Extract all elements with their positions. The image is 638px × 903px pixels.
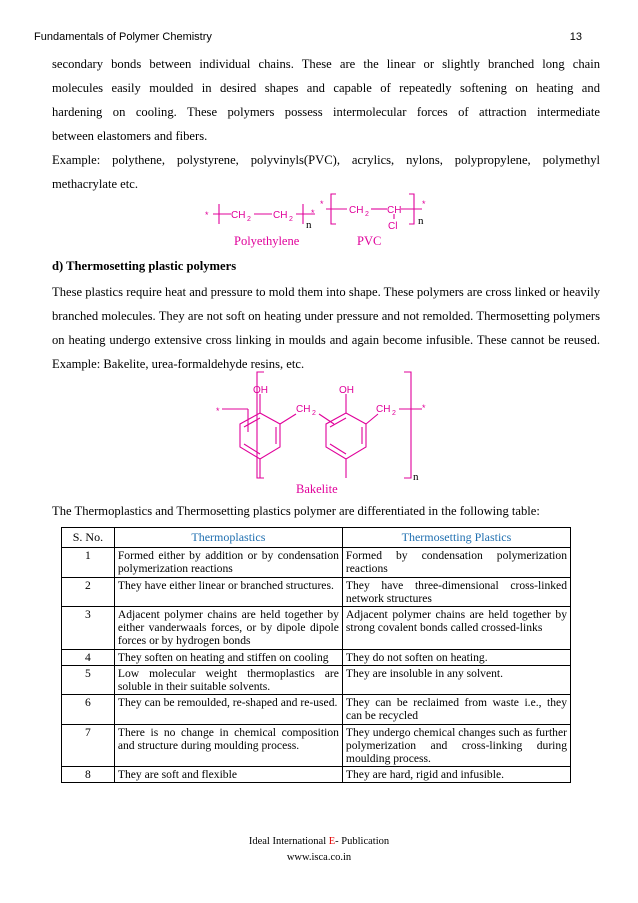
star-end: * <box>216 406 220 416</box>
bakelite-structure <box>200 370 440 482</box>
ch2-label: CH <box>376 404 391 415</box>
cell-thermoplastic: Low molecular weight thermoplastics are soluble in their suitable solvents. <box>114 665 342 694</box>
cell-thermoplastic: They have either linear or branched structures. <box>114 577 342 606</box>
subscript: 2 <box>312 410 316 417</box>
table-row <box>62 724 571 767</box>
cell-thermosetting: They have three-dimensional cross-linked network structures <box>342 577 570 606</box>
ch-label: CH <box>387 205 402 216</box>
cell-thermosetting: They can be reclaimed from waste i.e., they can be recycled <box>342 695 570 724</box>
cell-sno: 1 <box>62 548 115 577</box>
cell-thermoplastic: They are soft and flexible <box>114 767 342 783</box>
table-row <box>62 665 571 694</box>
footer-website: www.isca.co.in <box>286 852 352 863</box>
subscript: 2 <box>247 216 251 223</box>
footer-text: Ideal International <box>248 836 329 847</box>
header-thermoplastics: Thermoplastics <box>114 528 342 548</box>
table-row <box>62 695 571 724</box>
paragraph-line: methacrylate etc. <box>52 177 139 191</box>
table-row <box>62 548 571 577</box>
paragraph-line: secondary bonds between individual chains. These are the linear or slightly branched long chain <box>52 57 600 71</box>
cell-thermosetting: They are hard, rigid and infusible. <box>342 767 570 783</box>
ch2-label: CH <box>231 210 246 221</box>
cell-thermosetting: Adjacent polymer chains are held together by strong covalent bonds called crossed-links <box>342 607 570 650</box>
oh-label: OH <box>339 385 354 396</box>
cell-thermosetting: They are insoluble in any solvent. <box>342 665 570 694</box>
paragraph-line: between elastomers and fibers. <box>52 129 208 143</box>
header-sno: S. No. <box>62 528 115 548</box>
star-end: * <box>422 403 426 413</box>
paragraph-line: Example: polythene, polystyrene, polyvinyls(PVC), acrylics, nylons, polypropylene, polymethyl <box>52 153 600 167</box>
cell-thermoplastic: There is no change in chemical composition and structure during moulding process. <box>114 724 342 767</box>
header-thermosetting: Thermosetting Plastics <box>342 528 570 548</box>
cell-sno: 2 <box>62 577 115 606</box>
cell-thermoplastic: They can be remoulded, re-shaped and re-used. <box>114 695 342 724</box>
cell-thermosetting: Formed by condensation polymerization reactions <box>342 548 570 577</box>
table-row <box>62 649 571 665</box>
repeat-n: n <box>413 471 419 482</box>
polyethylene-pvc-structures <box>195 192 445 252</box>
oh-label: OH <box>253 385 268 396</box>
table-header-row <box>62 528 571 548</box>
repeat-n: n <box>306 219 312 231</box>
star-end: * <box>205 210 209 220</box>
subscript: 2 <box>365 211 369 218</box>
footer-e: E <box>328 836 336 847</box>
caption-pvc: PVC <box>357 234 382 248</box>
caption-polyethylene: Polyethylene <box>234 234 300 248</box>
paragraph-thermosetting: These plastics require heat and pressure to mold them into shape. These polymers are cross linked or heavily branched molecules. They are not soft on heating under pressure and not remolded. Thermosetting polymers on heating undergo extensive cross linking in moulds and again become infusible. These cannot be reused. Example: Bakelite, urea-formaldehyde resins, etc. <box>52 285 600 371</box>
star-end: * <box>311 208 315 218</box>
cell-thermoplastic: Formed either by addition or by condensation polymerization reactions <box>114 548 342 577</box>
star-end: * <box>320 199 324 209</box>
subscript: 2 <box>392 410 396 417</box>
subscript: 2 <box>289 216 293 223</box>
cell-sno: 4 <box>62 649 115 665</box>
paragraph-line: molecules easily moulded in desired shapes and capable of repeatedly softening on heating and <box>52 81 600 95</box>
repeat-n: n <box>418 215 424 227</box>
cell-sno: 8 <box>62 767 115 783</box>
cell-sno: 3 <box>62 607 115 650</box>
cell-sno: 7 <box>62 724 115 767</box>
ch2-label: CH <box>349 205 364 216</box>
cell-thermoplastic: Adjacent polymer chains are held together by either vanderwaals forces, or by dipole dipole forces or by hydrogen bonds <box>114 607 342 650</box>
table-intro: The Thermoplastics and Thermosetting plastics polymer are differentiated in the following table: <box>52 504 540 518</box>
cell-thermosetting: They do not soften on heating. <box>342 649 570 665</box>
star-end: * <box>422 199 426 209</box>
cell-thermoplastic: They soften on heating and stiffen on cooling <box>114 649 342 665</box>
table-row <box>62 577 571 606</box>
comparison-table <box>61 527 571 783</box>
footer-text: - Publication <box>335 836 390 847</box>
paragraph-line: hardening on cooling. These polymers possess intermolecular forces of attraction intermediate <box>52 105 600 119</box>
table-row <box>62 767 571 783</box>
cl-label: Cl <box>388 221 398 232</box>
cell-thermosetting: They undergo chemical changes such as further polymerization and cross-linking during moulding process. <box>342 724 570 767</box>
section-heading: d) Thermosetting plastic polymers <box>52 259 237 273</box>
page-number: 13 <box>569 31 582 43</box>
cell-sno: 5 <box>62 665 115 694</box>
paragraph-thermoplastics <box>52 52 600 196</box>
ch2-label: CH <box>273 210 288 221</box>
caption-bakelite: Bakelite <box>296 482 338 496</box>
table-row <box>62 607 571 650</box>
running-header-title: Fundamentals of Polymer Chemistry <box>34 31 212 43</box>
footer-publisher <box>0 836 638 847</box>
cell-sno: 6 <box>62 695 115 724</box>
ch2-label: CH <box>296 404 311 415</box>
